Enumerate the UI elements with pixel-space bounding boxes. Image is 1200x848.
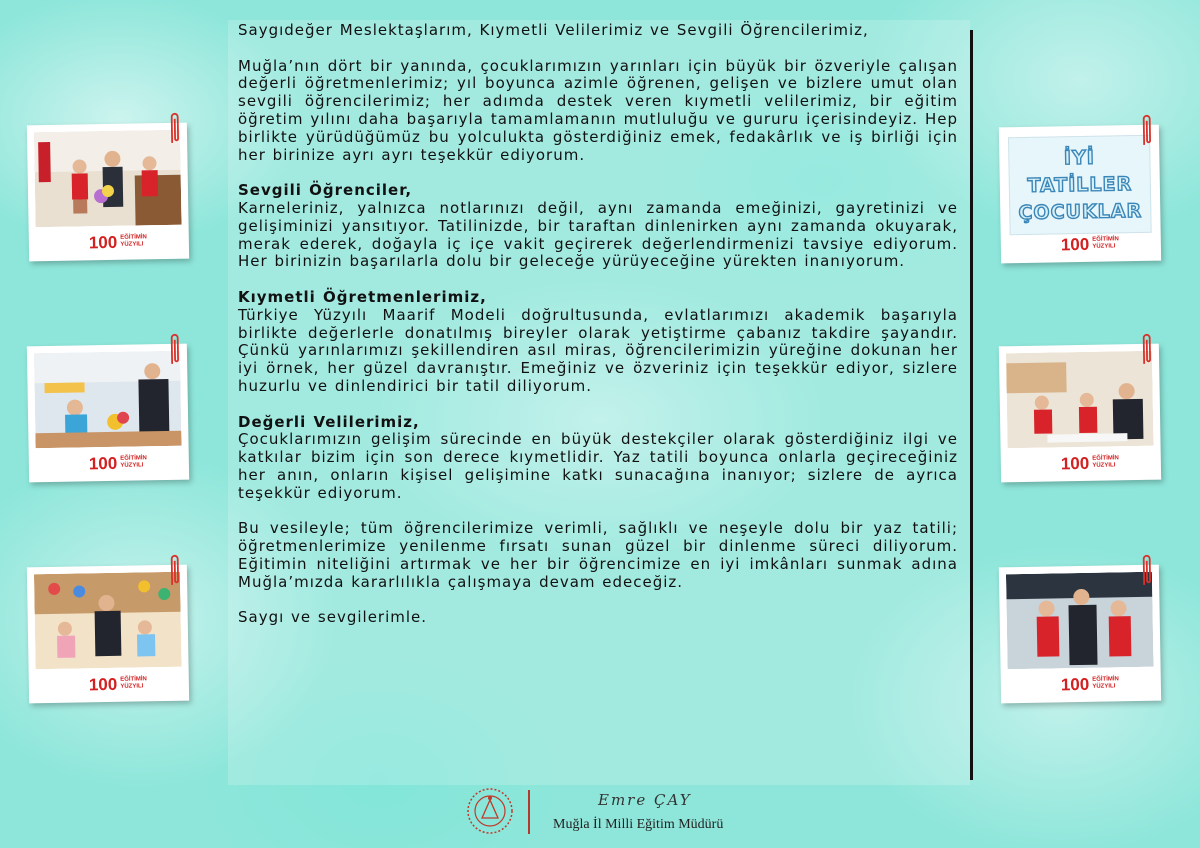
parents-heading: Değerli Velilerimiz,	[238, 412, 420, 431]
brand-line1: EĞİTİMİN	[120, 234, 147, 241]
photo-reading	[1006, 351, 1154, 449]
brand-logo	[1061, 233, 1119, 254]
ministry-emblem-icon	[462, 786, 518, 836]
signoff: Saygı ve sevgilerimle.	[238, 608, 428, 627]
brand-logo	[1061, 452, 1119, 473]
parents-section	[238, 414, 958, 503]
closing-paragraph: Bu vesileyle; tüm öğrencilerimize verimli, sağlıklı ve neşeyle dolu bir yaz tatili; öğretmenlerimize yenilenme fırsatı sunan güzel bir dinlenme süreci diliyorum. Eğitimin niteliğini artırmak ve her bir öğrencimize en iyi imkânları sunmak adına Muğla’mızda kararlılıkla çalışmaya devam edeceğiz.	[238, 519, 958, 591]
signature-name: Emre ÇAY	[598, 791, 692, 809]
brand-number: 100	[88, 232, 118, 252]
brand-number: 100	[1060, 453, 1090, 473]
banner-line1: İYİ	[1063, 146, 1096, 169]
photo-card-classroom	[27, 344, 189, 483]
photo-card-reading	[999, 344, 1161, 483]
brand-line2: YÜZYILI	[120, 683, 144, 690]
photo-outdoor	[1006, 572, 1154, 670]
parents-body: Çocuklarımızın gelişim sürecinde en büyük destekçiler olarak gösterdiğiniz ilgi ve katkılar bizim için son derece kıymetlidir. Yaz tatili boyunca onlarla geçireceğiniz her anın, onların kişisel gelişimine katkı sunacağına inanıyor; sizlere de ayrıca teşekkür ediyorum.	[238, 430, 958, 502]
photo-classroom	[34, 351, 182, 449]
brand-line1: EĞİTİMİN	[1092, 236, 1119, 243]
teachers-section	[238, 289, 958, 396]
signature-title: Muğla İl Milli Eğitim Müdürü	[553, 817, 724, 832]
brand-line2: YÜZYILI	[120, 462, 144, 469]
holiday-banner	[1008, 135, 1152, 235]
letter-body	[238, 22, 958, 645]
brand-line1: EĞİTİMİN	[120, 455, 147, 462]
banner-line2: TATİLLER	[1027, 172, 1133, 197]
brand-number: 100	[1060, 234, 1090, 254]
photo-card-kindergarten	[27, 565, 189, 704]
brand-number: 100	[1060, 674, 1090, 694]
brand-line2: YÜZYILI	[1092, 243, 1116, 250]
brand-number: 100	[88, 674, 118, 694]
paperclip-icon	[1141, 551, 1154, 589]
students-section	[238, 182, 958, 271]
students-body: Karneleriniz, yalnızca notlarınızı değil, aynı zamanda emeğinizi, gayretinizi ve gelişiminizi yansıtıyor. Tatilinizde, bir taraftan dinlenirken aynı zamanda okuyarak, merak ederek, doğayla iç içe vakit geçirerek değerlendirmenizi tavsiye ediyorum. Her birinizin başarılarla dolu bir geleceğe yürüyeceğine yürekten inanıyorum.	[238, 198, 958, 271]
brand-line1: EĞİTİMİN	[1092, 676, 1119, 683]
photo-card-outdoor	[999, 565, 1161, 704]
paperclip-icon	[169, 551, 182, 589]
students-heading: Sevgili Öğrenciler,	[238, 181, 413, 200]
paperclip-icon	[1141, 330, 1154, 368]
brand-line1: EĞİTİMİN	[1092, 455, 1119, 462]
brand-line2: YÜZYILI	[1092, 683, 1116, 690]
photo-card-banner	[999, 125, 1161, 264]
brand-logo	[89, 231, 147, 252]
brand-logo	[89, 673, 147, 694]
greeting: Saygıdeğer Meslektaşlarım, Kıymetli Velilerimiz ve Sevgili Öğrencilerimiz,	[238, 21, 869, 39]
brand-line2: YÜZYILI	[1092, 462, 1116, 469]
photo-kindergarten	[34, 572, 182, 670]
paperclip-icon	[169, 330, 182, 368]
photo-card-office	[27, 123, 189, 262]
brand-number: 100	[88, 453, 118, 473]
banner-line3: ÇOCUKLAR	[1018, 199, 1143, 224]
photo-office-visit	[34, 130, 182, 228]
signature-divider	[528, 790, 530, 834]
brand-logo	[1061, 673, 1119, 694]
divider-line	[970, 30, 973, 780]
paperclip-icon	[1141, 111, 1154, 149]
intro-paragraph: Muğla’nın dört bir yanında, çocuklarımızın yarınları için büyük bir özveriyle çalışan değerli öğretmenlerimiz; yıl boyunca azimle öğrenen, gelişen ve bizlere umut olan sevgili öğrencilerimiz; her adımda destek veren kıymetli velilerimiz, bir eğitim öğretim yılını daha başarıyla tamamlamanın mutluluğu ve gururu içerisindeyiz. Hep birlikte yürüdüğümüz bu yolculukta gösterdiğiniz emek, fedakârlık ve iş birliği için her birinize ayrı ayrı teşekkür ediyorum.	[238, 56, 958, 164]
brand-line1: EĞİTİMİN	[120, 676, 147, 683]
brand-logo	[89, 452, 147, 473]
teachers-heading: Kıymetli Öğretmenlerimiz,	[238, 287, 487, 306]
paperclip-icon	[169, 109, 182, 147]
teachers-body: Türkiye Yüzyılı Maarif Modeli doğrultusunda, evlatlarımızı akademik başarıyla birlikte değerlerle donatılmış bireyler olarak yetiştirme çabanız takdire şayandır. Çünkü yarınlarımızı şekillendiren asıl miras, öğrencilerimizin yüreğine dokunan her iyi örnek, her güzel davranıştır. Emeğiniz ve özveriniz için teşekkür ediyor, sizlere huzurlu ve dinlendirici bir tatil diliyorum.	[238, 305, 958, 395]
brand-line2: YÜZYILI	[120, 241, 144, 248]
